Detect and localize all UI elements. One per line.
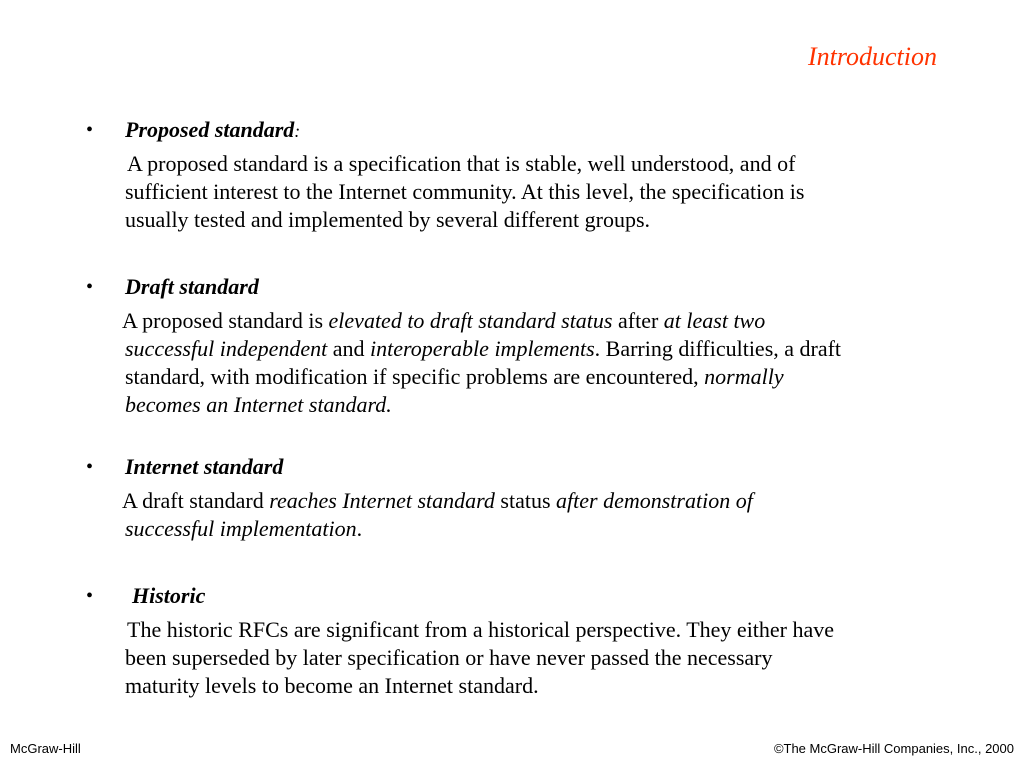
body-line (127, 616, 975, 644)
emphasis-text: successful implementation (125, 516, 357, 541)
emphasis-text: interoperable implements (370, 336, 595, 361)
emphasis-text: at least two (663, 308, 766, 333)
body-line (125, 178, 975, 206)
body-line (127, 150, 975, 178)
body-text: standard, with modification if specific problems are encountered, (125, 364, 705, 389)
body-text: The historic RFCs are significant from a historical perspective. They either have (127, 617, 835, 642)
body-line (125, 391, 975, 419)
section-heading-text: Historic (132, 583, 206, 608)
body-text: maturity levels to become an Internet standard. (125, 673, 539, 698)
body-line (125, 644, 975, 672)
emphasis-text: after demonstration of (556, 488, 753, 513)
bullet-marker: • (86, 456, 94, 478)
slide-title: Introduction (807, 42, 937, 71)
body-text: . Barring difficulties, a draft (594, 336, 842, 361)
section-heading-text: Proposed standard (125, 117, 295, 142)
bullet-marker: • (86, 585, 94, 607)
section-body (122, 307, 975, 419)
body-text: status (494, 488, 557, 513)
footer-publisher: McGraw-Hill (10, 741, 81, 756)
body-text: sufficient interest to the Internet community. At this level, the specification is (125, 179, 805, 204)
body-text: A proposed standard is (122, 308, 329, 333)
body-text: usually tested and implemented by several different groups. (125, 207, 651, 232)
section-heading-text: Internet standard (125, 454, 284, 479)
bullet-marker: • (86, 119, 94, 141)
body-line (122, 307, 975, 335)
section-heading-suffix: : (294, 121, 301, 141)
section-heading (125, 453, 283, 482)
bullet-marker: • (86, 276, 94, 298)
section-body (125, 616, 975, 700)
body-text: and (327, 336, 370, 361)
emphasis-text: successful independent (125, 336, 328, 361)
section-heading (132, 582, 205, 611)
body-text: been superseded by later specification or have never passed the necessary (125, 645, 773, 670)
body-text: after (612, 308, 664, 333)
body-text: A draft standard (122, 488, 270, 513)
body-text: A proposed standard is a specification that is stable, well understood, and of (127, 151, 796, 176)
body-text: . (356, 516, 363, 541)
emphasis-text: normally (704, 364, 784, 389)
emphasis-text: elevated to draft standard status (328, 308, 613, 333)
section-body (122, 487, 975, 543)
body-line (125, 363, 975, 391)
section-body (125, 150, 975, 234)
section-heading-text: Draft standard (125, 274, 259, 299)
emphasis-text: becomes an Internet standard. (125, 392, 392, 417)
section-heading (125, 116, 300, 145)
body-line (125, 335, 975, 363)
body-line (125, 515, 975, 543)
section-heading (125, 273, 259, 302)
body-line (125, 206, 975, 234)
footer-copyright: ©The McGraw-Hill Companies, Inc., 2000 (773, 741, 1014, 756)
body-line (122, 487, 975, 515)
emphasis-text: reaches Internet standard (269, 488, 495, 513)
body-line (125, 672, 975, 700)
